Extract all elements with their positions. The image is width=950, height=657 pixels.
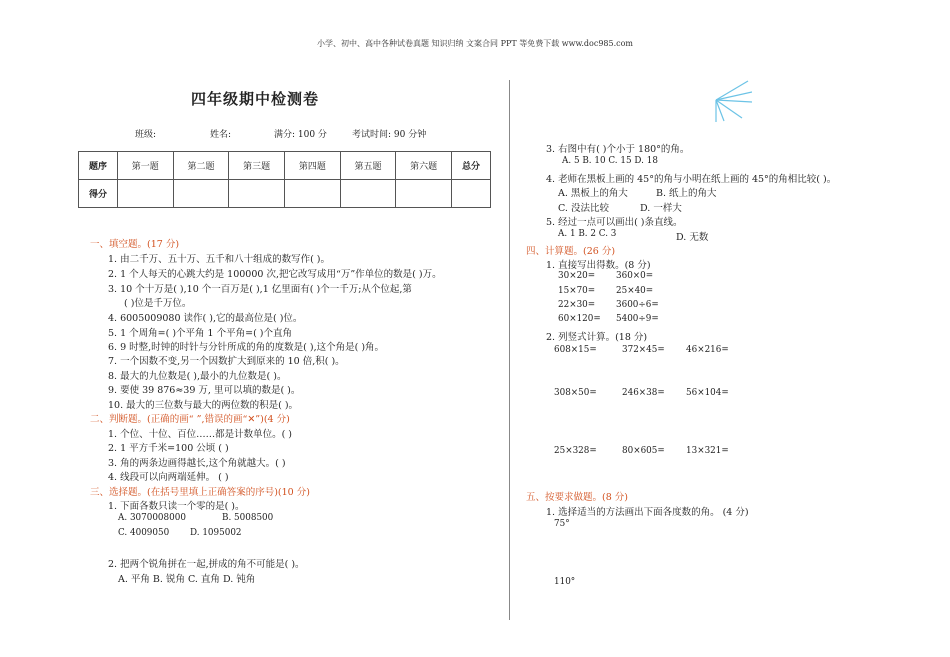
section-2-title: 二、判断题。(正确的画“ ”,错误的画“✕”)(4 分) [90, 414, 290, 425]
question-text: 5. 经过一点可以画出( )条直线。 [546, 217, 683, 228]
calc-item: 360×0= [616, 271, 654, 281]
question-text: 1. 直接写出得数。(8 分) [546, 260, 651, 271]
question-text: 3. 右图中有( )个小于 180°的角。 [546, 144, 690, 155]
angle-rays-figure [712, 80, 752, 122]
calc-item: 5400÷9= [616, 314, 659, 324]
option-d: D. 一样大 [640, 203, 682, 214]
table-head-cell: 第五题 [340, 152, 396, 180]
options-line: A. 1 B. 2 C. 3 [558, 229, 617, 239]
calc-item: 30×20= [558, 271, 596, 281]
table-head-cell: 第二题 [173, 152, 229, 180]
vertical-calc-item: 80×605= [622, 446, 665, 456]
list-item: 9. 要使 39 876≈39 万, 里可以填的数是( )。 [108, 385, 301, 396]
vertical-calc-item: 372×45= [622, 345, 665, 355]
score-table-header [79, 152, 491, 180]
score-table-row [79, 180, 491, 208]
option-a: A. 3070008000 [118, 513, 186, 523]
option-b: B. 纸上的角大 [656, 188, 717, 199]
name-label: 姓名: [210, 130, 232, 140]
table-head-cell: 总分 [452, 152, 491, 180]
score-cell[interactable] [173, 180, 229, 208]
list-item: 10. 最大的三位数与最大的两位数的积是( )。 [108, 400, 299, 411]
score-cell[interactable] [117, 180, 173, 208]
option-b: B. 5008500 [222, 513, 274, 523]
list-item: 4. 线段可以向两端延伸。 ( ) [108, 472, 229, 483]
list-item: ( )位是千万位。 [124, 298, 192, 309]
option-d: D. 无数 [676, 232, 709, 243]
vertical-calc-item: 25×328= [554, 446, 597, 456]
score-cell[interactable] [284, 180, 340, 208]
vertical-calc-item: 608×15= [554, 345, 597, 355]
table-head-cell: 第四题 [284, 152, 340, 180]
page-title: 四年级期中检测卷 [190, 90, 319, 108]
calc-item: 3600÷6= [616, 300, 659, 310]
table-head-cell: 第三题 [229, 152, 285, 180]
question-text: 1. 选择适当的方法画出下面各度数的角。 (4 分) [546, 507, 749, 518]
figure-ray [716, 81, 748, 100]
list-item: 1. 由二千万、五十万、五千和八十组成的数写作( )。 [108, 254, 331, 265]
vertical-calc-item: 13×321= [686, 446, 729, 456]
score-cell[interactable] [340, 180, 396, 208]
option-a: A. 黑板上的角大 [558, 188, 628, 199]
angle-label-110: 110° [554, 577, 576, 587]
question-text: 1. 下面各数只读一个零的是( )。 [108, 501, 245, 512]
class-label: 班级: [135, 130, 157, 140]
table-head-cell: 第一题 [117, 152, 173, 180]
row-label: 得分 [79, 180, 118, 208]
question-text: 4. 老师在黑板上画的 45°的角与小明在纸上画的 45°的角相比较( )。 [546, 174, 837, 185]
angle-label-75: 75° [554, 519, 570, 529]
column-divider [509, 80, 510, 620]
list-item: 8. 最大的九位数是( ),最小的九位数是( )。 [108, 371, 287, 382]
list-item: 4. 6005009080 读作( ),它的最高位是( )位。 [108, 313, 303, 324]
table-head-cell: 第六题 [396, 152, 452, 180]
options-line: A. 5 B. 10 C. 15 D. 18 [562, 156, 658, 166]
section-4-title: 四、计算题。(26 分) [526, 246, 616, 257]
list-item: 1. 个位、十位、百位……都是计数单位。( ) [108, 429, 293, 440]
list-item: 7. 一个因数不变,另一个因数扩大到原来的 10 倍,积( )。 [108, 356, 345, 367]
options-line: A. 平角 B. 锐角 C. 直角 D. 钝角 [118, 574, 256, 585]
table-head-cell: 题序 [79, 152, 118, 180]
option-d: D. 1095002 [190, 528, 242, 538]
list-item: 3. 10 个十万是( ),10 个一百万是( ),1 亿里面有( )个一千万;从个位起,第 [108, 284, 412, 295]
score-cell[interactable] [229, 180, 285, 208]
list-item: 3. 角的两条边画得越长,这个角就越大。( ) [108, 458, 286, 469]
page-header: 小学、初中、高中各种试卷真题 知识归纳 文案合同 PPT 等免费下载 www.doc985.com [316, 39, 634, 48]
list-item: 5. 1 个周角=( )个平角 1 个平角=( )个直角 [108, 328, 293, 339]
calc-item: 25×40= [616, 286, 654, 296]
section-5-title: 五、按要求做题。(8 分) [526, 492, 628, 503]
vertical-calc-item: 308×50= [554, 388, 597, 398]
figure-ray [716, 100, 752, 102]
list-item: 6. 9 时整,时钟的时针与分针所成的角的度数是( ),这个角是( )角。 [108, 342, 385, 353]
calc-item: 15×70= [558, 286, 596, 296]
calc-item: 22×30= [558, 300, 596, 310]
vertical-calc-item: 56×104= [686, 388, 729, 398]
exam-time-label: 考试时间: 90 分钟 [352, 130, 427, 140]
figure-ray [716, 92, 752, 100]
list-item: 2. 1 个人每天的心跳大约是 100000 次,把它改写成用“万”作单位的数是( )万。 [108, 269, 442, 280]
question-text: 2. 把两个锐角拼在一起,拼成的角不可能是( )。 [108, 559, 305, 570]
score-table [78, 151, 491, 208]
option-c: C. 4009050 [118, 528, 170, 538]
vertical-calc-item: 246×38= [622, 388, 665, 398]
full-score-label: 满分: 100 分 [274, 130, 327, 140]
section-1-title: 一、填空题。(17 分) [90, 239, 180, 250]
question-text: 2. 列竖式计算。(18 分) [546, 332, 648, 343]
section-3-title: 三、选择题。(在括号里填上正确答案的序号)(10 分) [90, 487, 310, 498]
option-c: C. 没法比较 [558, 203, 609, 214]
score-cell[interactable] [452, 180, 491, 208]
list-item: 2. 1 平方千米=100 公顷 ( ) [108, 443, 229, 454]
vertical-calc-item: 46×216= [686, 345, 729, 355]
calc-item: 60×120= [558, 314, 601, 324]
score-cell[interactable] [396, 180, 452, 208]
